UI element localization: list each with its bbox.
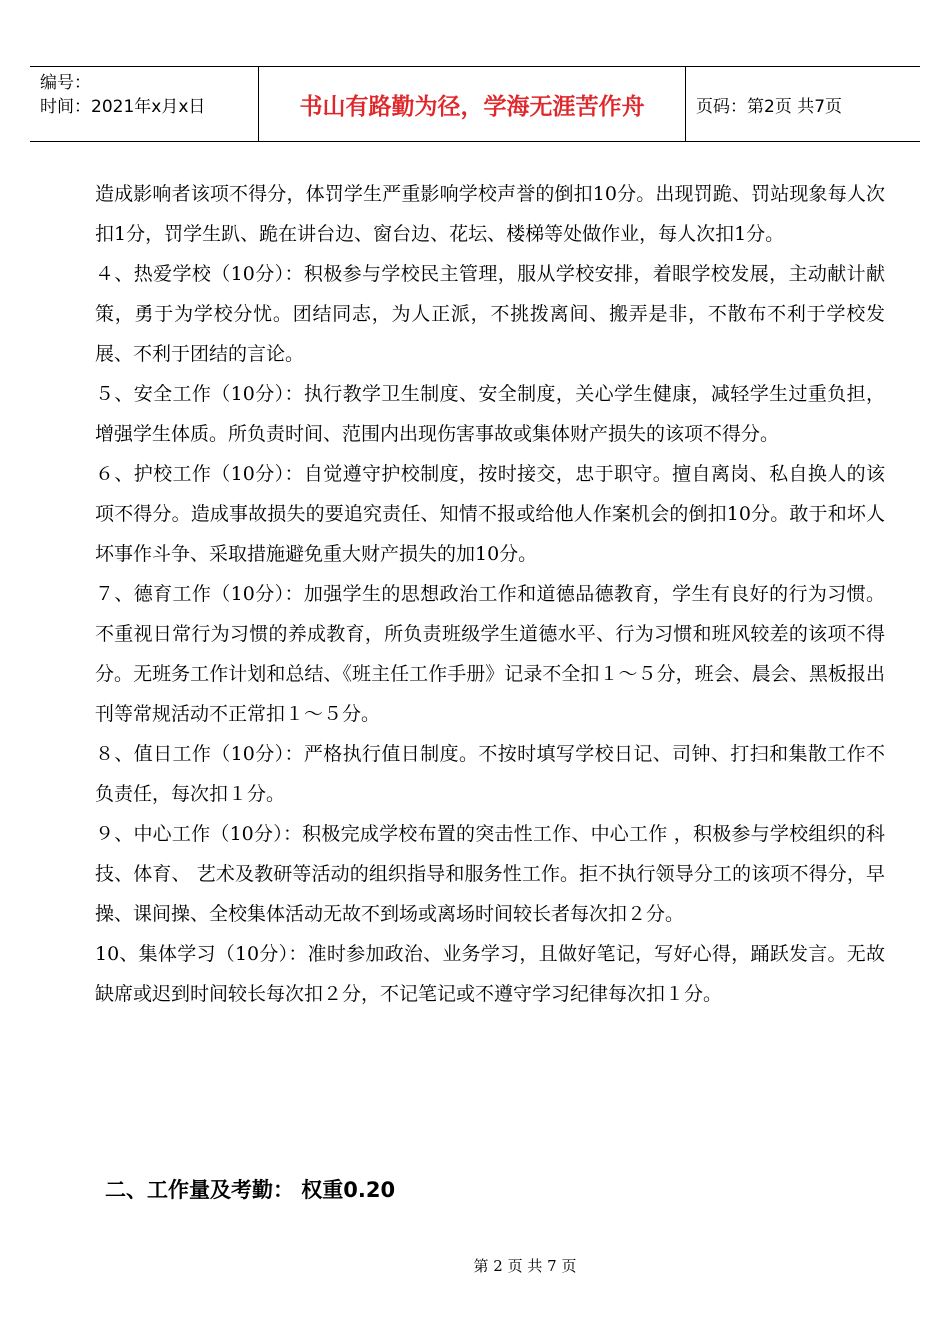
header-motto: 书山有路勤为径，学海无涯苦作舟 bbox=[258, 67, 686, 141]
paragraph-item-4: ４、热爱学校（10分）：积极参与学校民主管理，服从学校安排，着眼学校发展，主动献计献策，勇于为学校分忧。团结同志，为人正派，不挑拨离间、搬弄是非，不散布不利于学校发展、不利于团结的言论。 bbox=[95, 263, 885, 365]
header-meta bbox=[30, 67, 258, 141]
document-date: 时间：2021年x月x日 bbox=[40, 97, 206, 117]
paragraph-item-9: ９、中心工作（10分）：积极完成学校布置的突击性工作、中心工作 ，积极参与学校组织的科技、体育、 艺术及教研等活动的组织指导和服务性工作。拒不执行领导分工的该项不得分，早操、课间操、全校集体活动无故不到场或离场时间较长者每次扣２分。 bbox=[95, 823, 885, 925]
document-body bbox=[95, 174, 885, 1014]
section-heading: 二、工作量及考勤： 权重0.20 bbox=[105, 1178, 396, 1202]
paragraph-item-5: ５、安全工作（10分）：执行教学卫生制度、安全制度，关心学生健康，减轻学生过重负担，增强学生体质。所负责时间、范围内出现伤害事故或集体财产损失的该项不得分。 bbox=[95, 383, 885, 445]
paragraph-item-8: ８、值日工作（10分）：严格执行值日制度。不按时填写学校日记、司钟、打扫和集散工作不负责任，每次扣１分。 bbox=[95, 743, 885, 805]
page-header bbox=[30, 66, 920, 142]
paragraph-item-6: ６、护校工作（10分）：自觉遵守护校制度，按时接交，忠于职守。擅自离岗、私自换人的该项不得分。造成事故损失的要追究责任、知情不报或给他人作案机会的倒扣10分。敢于和坏人坏事作斗争、采取措施避免重大财产损失的加10分。 bbox=[95, 463, 885, 565]
document-number: 编号： bbox=[40, 73, 91, 93]
header-page-info: 页码：第2页 共7页 bbox=[696, 96, 843, 117]
paragraph-item-7: ７、德育工作（10分）：加强学生的思想政治工作和道德品德教育，学生有良好的行为习惯。不重视日常行为习惯的养成教育，所负责班级学生道德水平、行为习惯和班风较差的该项不得分。无班务工作计划和总结、《班主任工作手册》记录不全扣１～５分，班会、晨会、黑板报出刊等常规活动不正常扣１～５分。 bbox=[95, 583, 885, 725]
paragraph-item-10: 10、集体学习（10分）：准时参加政治、业务学习，且做好笔记，写好心得，踊跃发言。无故缺席或迟到时间较长每次扣２分，不记笔记或不遵守学习纪律每次扣１分。 bbox=[95, 943, 885, 1005]
page-footer: 第 2 页 共 7 页 bbox=[473, 1257, 577, 1275]
paragraph-continued: 造成影响者该项不得分，体罚学生严重影响学校声誉的倒扣10分。出现罚跪、罚站现象每人次扣1分，罚学生趴、跪在讲台边、窗台边、花坛、楼梯等处做作业，每人次扣1分。 bbox=[95, 183, 885, 245]
